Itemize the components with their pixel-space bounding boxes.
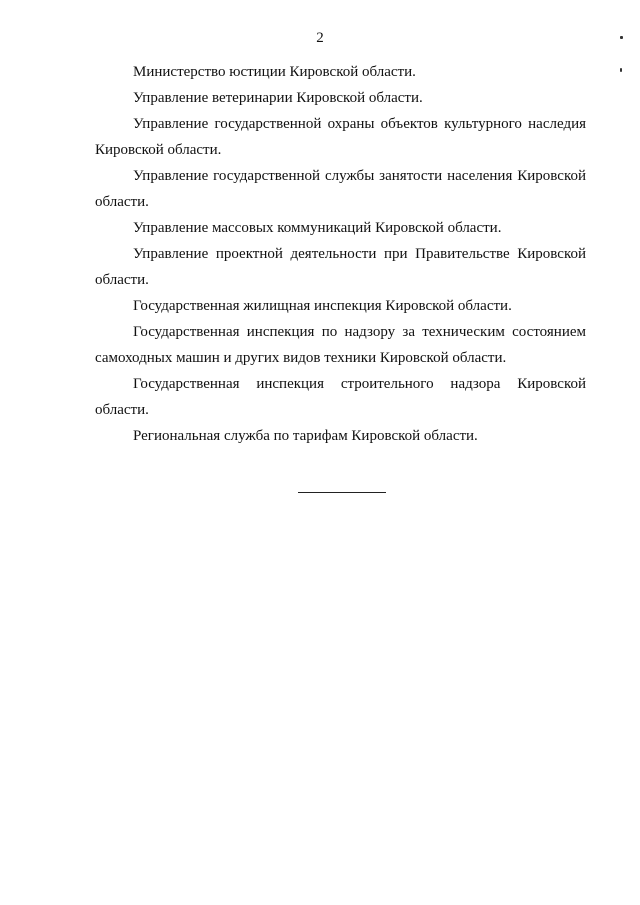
paragraph-housing-inspection: Государственная жилищная инспекция Кировской области. bbox=[133, 298, 512, 314]
paragraph-ministry-justice: Министерство юстиции Кировской области. bbox=[133, 64, 416, 80]
paragraph-machinery-inspection: Государственная инспекция по надзору за техническим состоянием самоходных машин и других видов техники Кировской области. bbox=[95, 324, 586, 366]
paragraph-veterinary: Управление ветеринарии Кировской области. bbox=[133, 90, 423, 106]
paragraph-employment-service: Управление государственной службы занятости населения Кировской области. bbox=[95, 168, 586, 210]
separator-line bbox=[298, 492, 386, 493]
scan-mark bbox=[620, 36, 623, 39]
page-number: 2 bbox=[316, 30, 324, 46]
paragraph-cultural-heritage: Управление государственной охраны объектов культурного наследия Кировской области. bbox=[95, 116, 586, 158]
paragraph-construction-inspection: Государственная инспекция строительного надзора Кировской области. bbox=[95, 376, 586, 418]
document-body bbox=[95, 59, 586, 449]
scan-mark bbox=[620, 68, 622, 72]
paragraph-project-activity: Управление проектной деятельности при Правительстве Кировской области. bbox=[95, 246, 586, 288]
paragraph-tariff-service: Региональная служба по тарифам Кировской области. bbox=[133, 428, 478, 444]
paragraph-mass-communications: Управление массовых коммуникаций Кировской области. bbox=[133, 220, 502, 236]
